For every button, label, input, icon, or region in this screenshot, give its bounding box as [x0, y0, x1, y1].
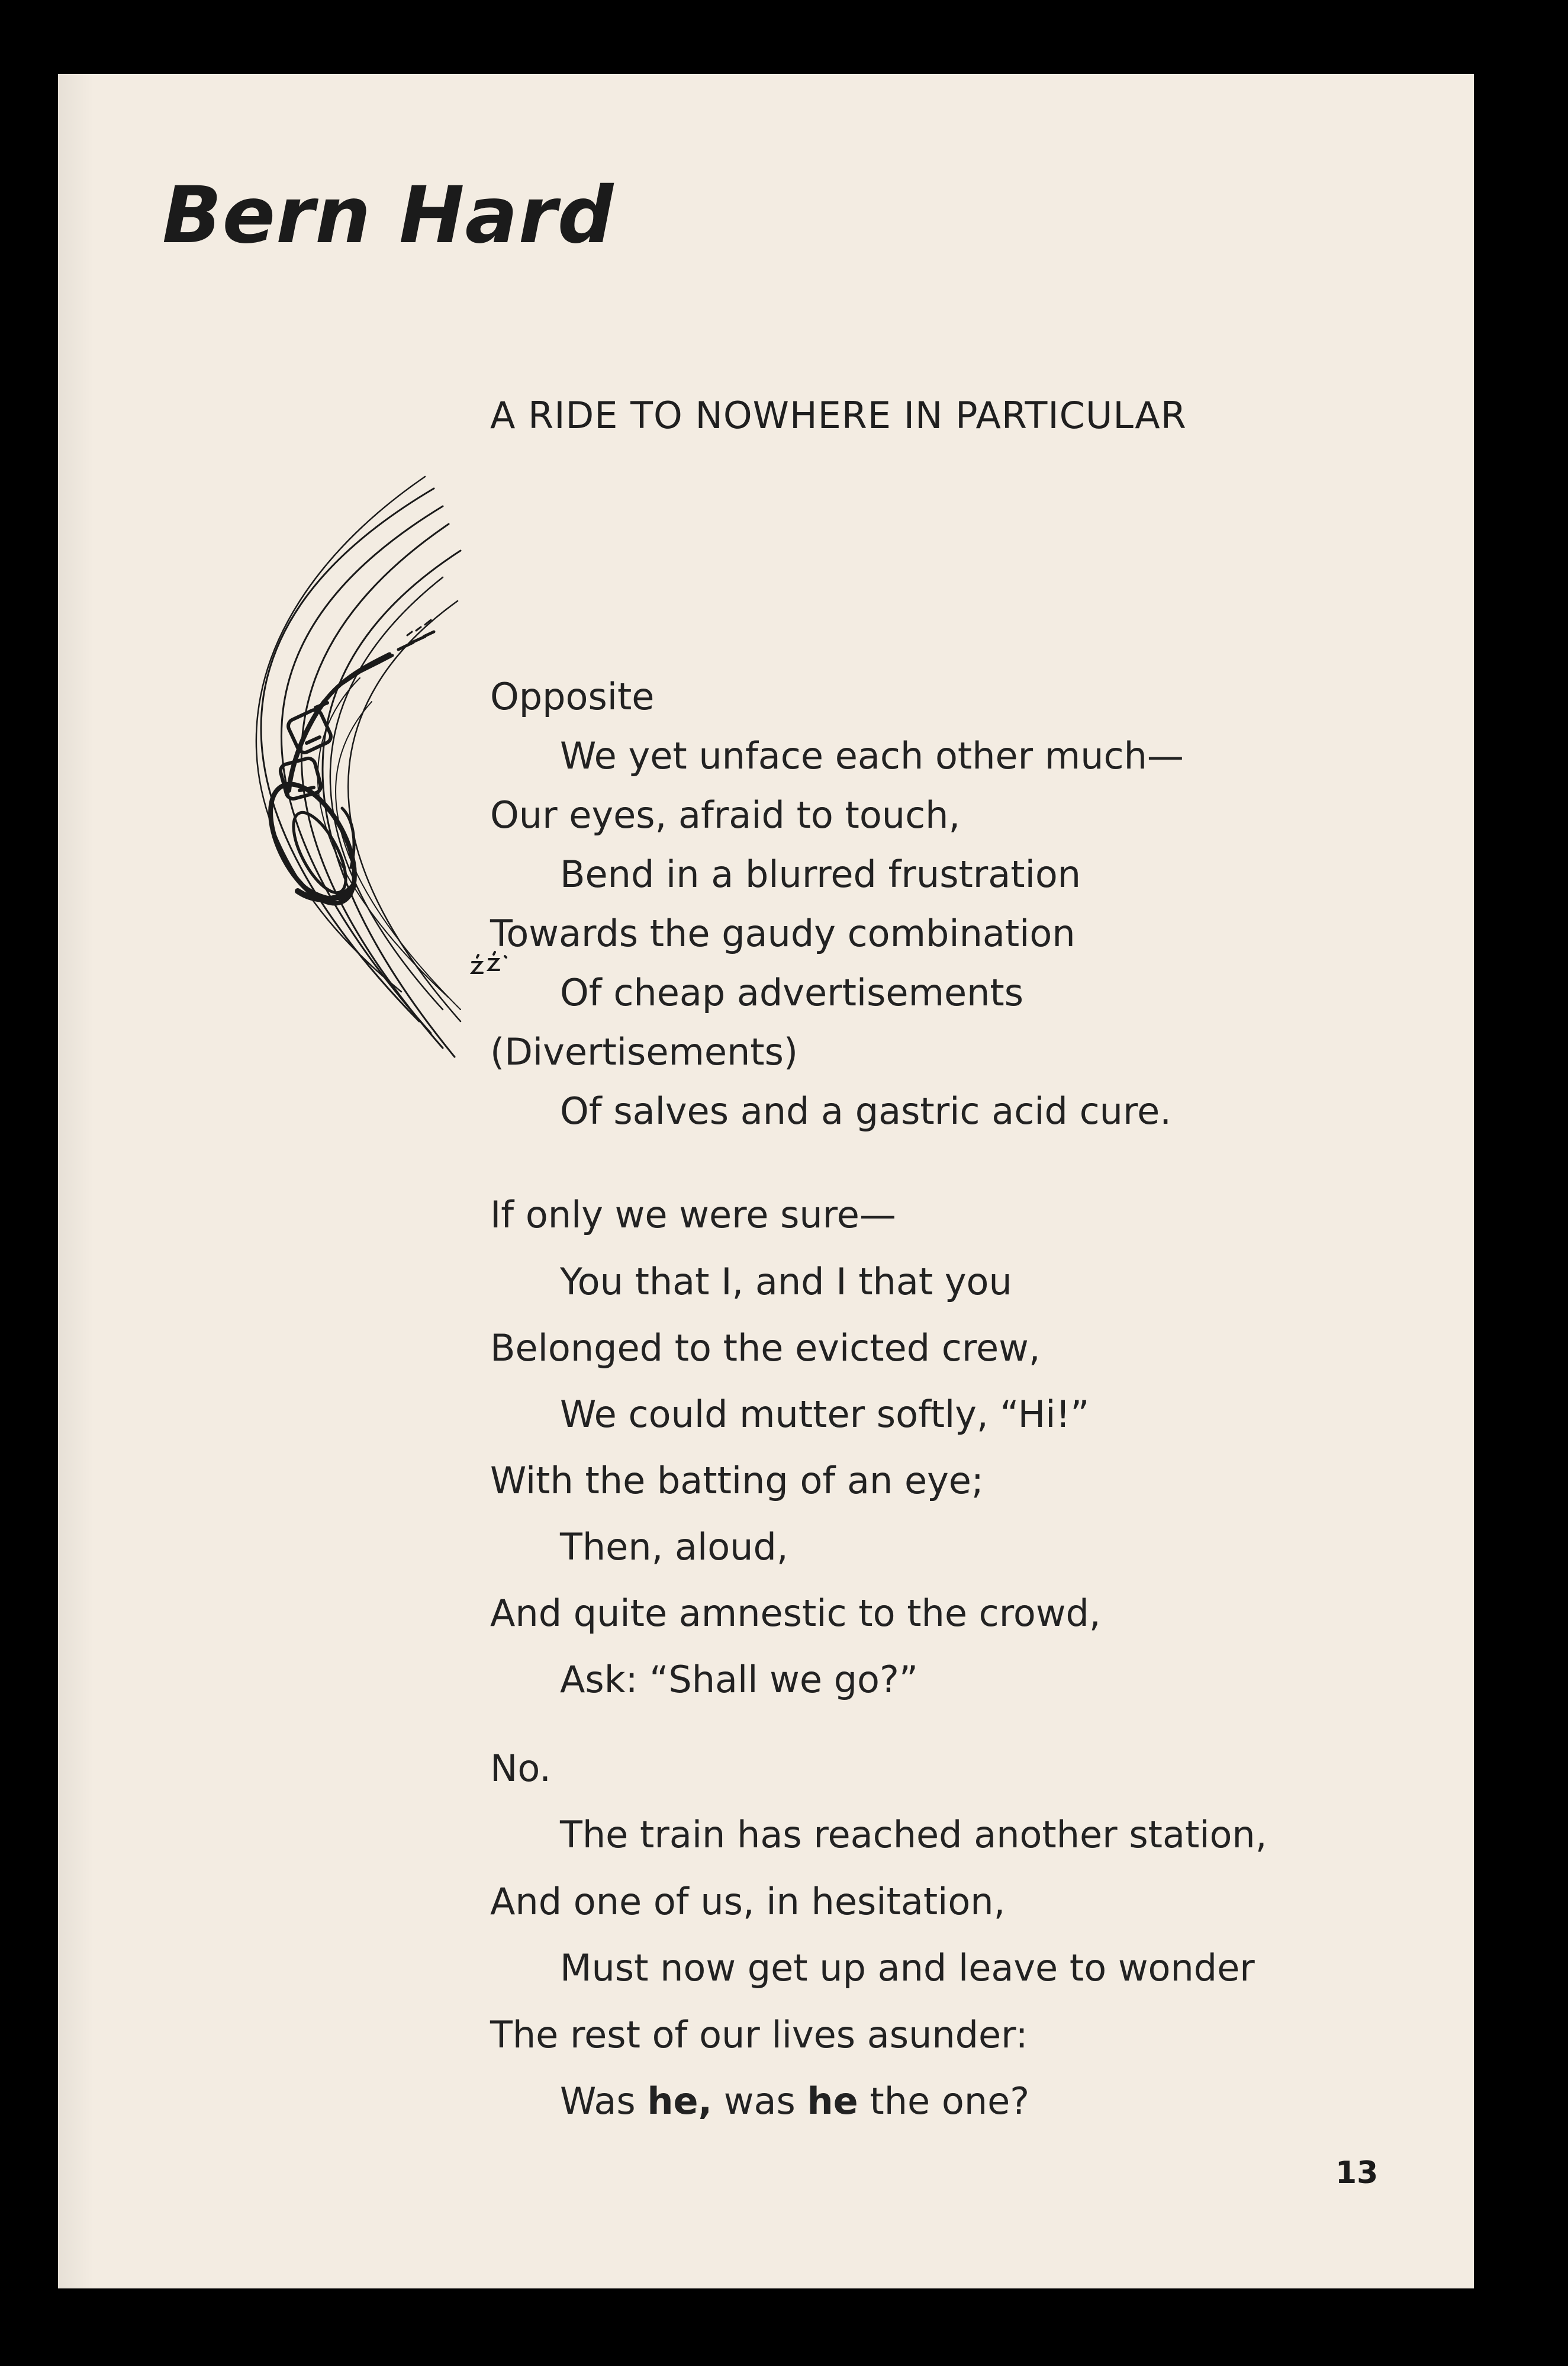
- poem-title: A RIDE TO NOWHERE IN PARTICULAR: [490, 394, 1187, 437]
- poem-line: If only we were sure—: [490, 1193, 896, 1236]
- poem-line: We could mutter softly, “Hi!”: [560, 1393, 1090, 1436]
- poem-line: Then, aloud,: [560, 1525, 788, 1568]
- emphasis-he: he,: [647, 2079, 713, 2123]
- poem-line: Ask: “Shall we go?”: [560, 1658, 919, 1701]
- poem-line: And quite amnestic to the crowd,: [490, 1592, 1101, 1635]
- poem-line: (Divertisements): [490, 1030, 799, 1073]
- poem-line: Towards the gaudy combination: [490, 912, 1076, 955]
- poem-line: The rest of our lives asunder:: [490, 2013, 1028, 2056]
- poem-line: The train has reached another station,: [560, 1813, 1267, 1856]
- poem-line: And one of us, in hesitation,: [490, 1880, 1006, 1923]
- poem-line: Opposite: [490, 675, 655, 718]
- poem-line: Belonged to the evicted crew,: [490, 1326, 1041, 1370]
- last-line-part: the one?: [858, 2079, 1030, 2123]
- poem-line: Of salves and a gastric acid cure.: [560, 1089, 1171, 1133]
- train-sketch-illustration: [165, 429, 543, 1092]
- poem-line: Bend in a blurred frustration: [560, 853, 1081, 896]
- last-line-part: Was: [560, 2079, 648, 2123]
- poem-line: Our eyes, afraid to touch,: [490, 793, 961, 837]
- poem-line: Must now get up and leave to wonder: [560, 1946, 1255, 1989]
- poem-line: You that I, and I that you: [560, 1260, 1012, 1303]
- page-number: 13: [1335, 2155, 1379, 2191]
- poem-last-line: [560, 2079, 1029, 2123]
- poem-line: No.: [490, 1747, 551, 1790]
- poem-line: Of cheap advertisements: [560, 971, 1024, 1014]
- poem-line: We yet unface each other much—: [560, 734, 1184, 777]
- poem-line: With the batting of an eye;: [490, 1459, 984, 1502]
- author-name: Bern Hard: [162, 170, 614, 261]
- last-line-part: was: [712, 2079, 807, 2123]
- emphasis-he: he: [807, 2079, 858, 2123]
- book-page: [58, 74, 1474, 2288]
